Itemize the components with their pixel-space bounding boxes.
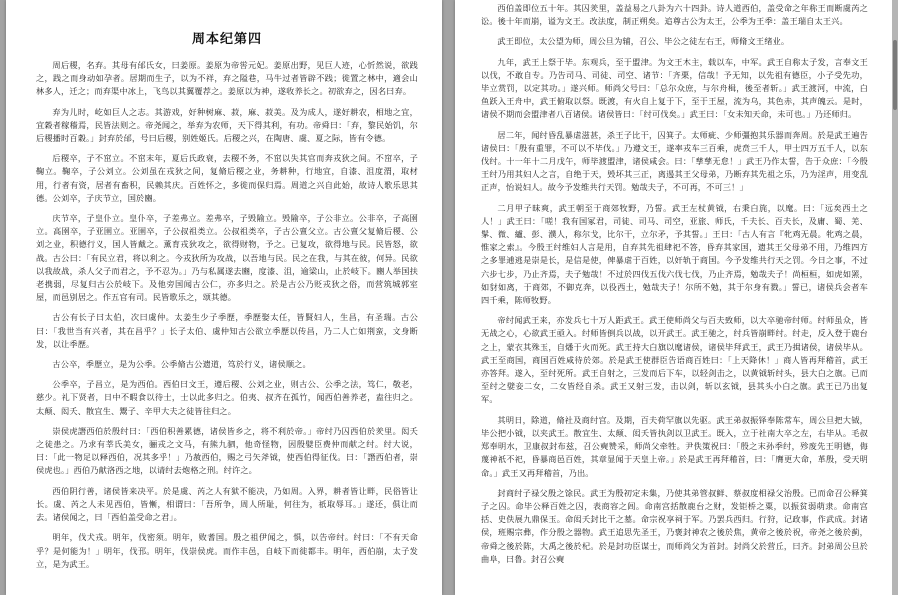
paragraph: 西伯阴行善，诸侯皆来决平。於是虞、芮之人有狱不能决，乃如周。入界，耕者皆让畔，民俗皆让长。虞、芮之人未见西伯，皆慚，相谓曰：「吾所争，周人所耻，何往为，祇取辱耳。」遂还，俱让而去。诸侯闻之，曰「西伯盖受命之君」。 <box>36 485 418 523</box>
paragraph: 弃为儿时，屹如巨人之志。其游戏，好种树麻、菽，麻、菽美。及为成人，遂好耕农，相地之宜，宜穀者稼穑焉，民皆法则之。帝尧闻之，举弃为农师，天下得其利，有功。帝舜曰：「弃，黎民始饥，尔后稷播时百穀。」封弃於邰，号曰后稷，别姓姬氏。后稷之兴，在陶唐、虞、夏之际，皆有令德。 <box>36 106 418 144</box>
paragraph: 其明日，除道，脩社及商纣宫。及期，百夫荷罕旗以先驱。武王弟叔振铎奉陈常车，周公旦把大钺，毕公把小钺，以夹武王。散宜生、太颠、闳夭皆执剑以卫武王。既入，立于社南大卒之左，右毕从。毛叔郑奉明水，卫康叔封布兹，召公奭赞采，师尚父牵牲。尹佚策祝曰：「殷之末孙季纣，殄废先王明德，侮蔑神祇不祀，昏暴商邑百姓，其章显闻于天皇上帝。」於是武王再拜稽首，曰：「膺更大命，革殷，受天明命。」武王又再拜稽首，乃出。 <box>481 414 868 478</box>
paragraph: 周后稷，名弃。其母有邰氏女，曰姜原。姜原为帝喾元妃。姜原出野，见巨人迹，心忻然说，欲践之，践之而身动如孕者。居期而生子，以为不祥，弃之隘巷，马牛过者皆辟不践；徙置之林中，適会山林多人，迁之；而弃渠中冰上，飞鸟以其翼覆荐之。姜原以为神，遂收养长之。初欲弃之，因名曰弃。 <box>36 60 418 97</box>
scrollbar-thumb[interactable] <box>893 40 897 110</box>
paragraph: 九年，武王上祭于毕。东观兵，至于盟津。为文王木主，载以车，中军。武王自称太子发，言奉文王以伐，不敢自专。乃告司马、司徒、司空、诸节：「齐栗，信哉！予无知，以先祖有德臣，小子受先功，毕立赏罚，以定其功。」遂兴师。师尚父号曰：「总尔众庶，与尔舟楫，後至者斩。」武王渡河，中流，白鱼跃入王舟中，武王俯取以祭。既渡，有火自上复于下，至于王屋，流为乌，其色赤，其声魄云。是时，诸侯不期而会盟津者八百诸侯。诸侯皆曰：「纣可伐矣。」武王曰：「女未知天命，未可也。」乃还师归。 <box>481 56 868 120</box>
paragraph: 公季卒，子昌立，是为西伯。西伯曰文王，遵后稷、公刘之业，则古公、公季之法，笃仁，敬老，慈少。礼下贤者，日中不暇食以待士，士以此多归之。伯夷、叔齐在孤竹，闻西伯善养老，盍往归之。太颠、闳夭、散宜生、鬻子、辛甲大夫之徒皆往归之。 <box>36 379 418 416</box>
vertical-scrollbar[interactable] <box>892 0 898 595</box>
paragraph: 庆节卒，子皇仆立。皇仆卒，子差弗立。差弗卒，子毁隃立。毁隃卒，子公非立。公非卒，子高圉立。高圉卒，子亚圉立。亚圉卒，子公叔祖类立。公叔祖类卒，子古公亶父立。古公亶父复脩后稷、公刘之业，积德行义，国人皆戴之。薰育戎狄攻之，欲得财物，予之。已复攻，欲得地与民。民皆怒，欲战。古公曰：「有民立君，将以利之。今戎狄所为攻战，以吾地与民。民之在我，与其在彼，何异。民欲以我故战，杀人父子而君之，予不忍为。」乃与私属遂去豳，度漆、沮，逾梁山，止於岐下。豳人举国扶老携弱，尽复归古公於岐下。及他旁国闻古公仁，亦多归之。於是古公乃贬戎狄之俗，而营筑城郭室屋，而邑别居之。作五官有司。民皆歌乐之，颂其德。 <box>36 213 418 303</box>
paragraph: 二月甲子昧爽，武王朝至于商郊牧野，乃誓。武王左杖黄钺，右秉白旄，以麾。曰：「远矣西土之人！」武王曰：「嗟！我有国冢君，司徒、司马、司空，亚旅、师氏，千夫长、百夫长，及庸、蜀、羌、髳、微、纑、彭、濮人，称尔戈，比尔干，立尔矛，予其誓。」王曰：「古人有言『牝鸡无晨。牝鸡之晨，惟家之索』。今殷王纣维妇人言是用，自弃其先祖肆祀不答，昏弃其家国，遗其王父母弟不用，乃维四方之多罪逋逃是崇是长，是信是使，俾暴虐于百姓，以奸轨于商国。今予发维共行天之罚。今日之事，不过六步七步，乃止齐焉，夫子勉哉！不过於四伐五伐六伐七伐，乃止齐焉，勉哉夫子！尚桓桓，如虎如罴，如豺如离，于商郊，不御克奔，以役西土，勉哉夫子！尔所不勉，其于尔身有戮。」誓已，诸侯兵会者车四千乘，陈师牧野。 <box>481 202 868 306</box>
page-left <box>6 0 442 595</box>
page-right <box>455 0 892 595</box>
paragraph: 武王即位，太公望为师，周公旦为辅，召公、毕公之徒左右王，师脩文王绪业。 <box>497 36 790 47</box>
paragraph: 后稷卒，子不窋立。不窋末年，夏后氏政衰，去稷不务，不窋以失其官而奔戎狄之间。不窋卒，子鞠立。鞠卒，子公刘立。公刘虽在戎狄之间，复脩后稷之业，务耕种，行地宜，自漆、沮度渭，取材用，行者有资，居者有畜积，民赖其庆。百姓怀之，多徙而保归焉。周道之兴自此始，故诗人歌乐思其德。公刘卒，子庆节立，国於豳。 <box>36 153 418 203</box>
paragraph: 崇侯虎譖西伯於殷纣曰：「西伯积善累德，诸侯皆乡之，将不利於帝。」帝纣乃囚西伯於羑里。闳夭之徒患之。乃求有莘氏美女，骊戎之文马，有熊九驷，他奇怪物，因殷嬖臣费仲而献之纣。纣大说，曰：「此一物足以释西伯，况其多乎！」乃赦西伯，赐之弓矢斧钺，使西伯得征伐。曰：「譖西伯者，崇侯虎也。」西伯乃献洛西之地，以请纣去炮格之刑。纣许之。 <box>36 425 418 476</box>
paragraph: 居二年，闻纣昏乱暴虐滋甚，杀王子比干，囚箕子。太师疵、少师彊抱其乐器而奔周。於是武王遍告诸侯曰：「殷有重罪，不可以不毕伐。」乃遵文王，遂率戎车三百乘，虎贲三千人，甲士四万五千人，以东伐纣。十一年十二月戊午，师毕渡盟津，诸侯咸会。曰：「孳孳无怠！」武王乃作太誓，告于众庶：「今殷王纣乃用其妇人之言，自绝于天，毁坏其三正，离逷其王父母弟，乃断弃其先祖之乐，乃为淫声，用变乱正声，怡说妇人。故今予发维共行天罚。勉哉夫子，不可再，不可三！」 <box>481 129 868 193</box>
paragraph: 明年，伐犬戎。明年，伐密须。明年，败耆国。殷之祖伊闻之，惧，以告帝纣。纣曰：「不有天命乎？是何能为！」明年，伐邘。明年，伐崇侯虎。而作丰邑，自岐下而徙都丰。明年，西伯崩，太子发立，是为武王。 <box>36 532 418 569</box>
paragraph: 西伯盖即位五十年。其囚羑里，盖益易之八卦为六十四卦。诗人道西伯，盖受命之年称王而断虞芮之讼。後十年而崩，谥为文王。改法度，制正朔矣。追尊古公为太王，公季为王季：盖王瑞自太王兴。 <box>481 3 868 27</box>
paragraph: 帝纣闻武王来，亦发兵七十万人距武王。武王使师尚父与百夫致师，以大卒驰帝纣师。纣师虽众，皆无战之心，心欲武王亟入。纣师皆倒兵以战，以开武王。武王驰之，纣兵皆崩畔纣。纣走，反入登于鹿台之上，蒙衣其殊玉，自燔于火而死。武王持大白旗以麾诸侯，诸侯毕拜武王，武王乃揖诸侯，诸侯毕从。武王至商国，商国百姓咸待於郊。於是武王使群臣告语商百姓曰：「上天降休！」商人皆再拜稽首，武王亦答拜。遂入，至纣死所。武王自射之，三发而后下车，以轻剑击之，以黄钺斩纣头，县大白之旗。已而至纣之嬖妾二女，二女皆经自杀。武王又射三发，击以剑，斩以玄钺，县其头小白之旗。武王已乃出复军。 <box>481 315 868 405</box>
document-title: 周本纪第四 <box>191 32 262 47</box>
paragraph: 封商纣子禄父殷之馀民。武王为殷初定未集，乃使其弟管叔鲜、蔡叔度相禄父治殷。已而命召公释箕子之囚。命毕公释百姓之囚，表商容之闾。命南宫括散鹿台之财，发钜桥之粟，以振贫弱萌隶。命南宫括、史佚展九鼎保玉。命闳夭封比干之墓。命宗祝享祠于军。乃罢兵西归。行狩，记政事，作武成。封诸侯，班赐宗彝，作分殷之器物。武王追思先圣王，乃褒封神农之後於焦，黄帝之後於祝，帝尧之後於蓟，帝舜之後於陈，大禹之後於杞。於是封功臣谋士，而师尚父为首封。封尚父於营丘，曰齐。封弟周公旦於曲阜，曰鲁。封召公奭 <box>481 487 868 564</box>
paragraph: 古公卒，季歷立，是为公季。公季脩古公遗道，笃於行义，诸侯顺之。 <box>52 359 311 370</box>
paragraph: 古公有长子曰太伯，次曰虞仲。太姜生少子季歷，季歷娶太任，皆賢妇人，生昌，有圣瑞。古公曰：「我世当有兴者，其在昌乎？」长子太伯、虞仲知古公欲立季歷以传昌，乃二人亡如荆蛮，文身断发，以让季歷。 <box>36 312 418 349</box>
